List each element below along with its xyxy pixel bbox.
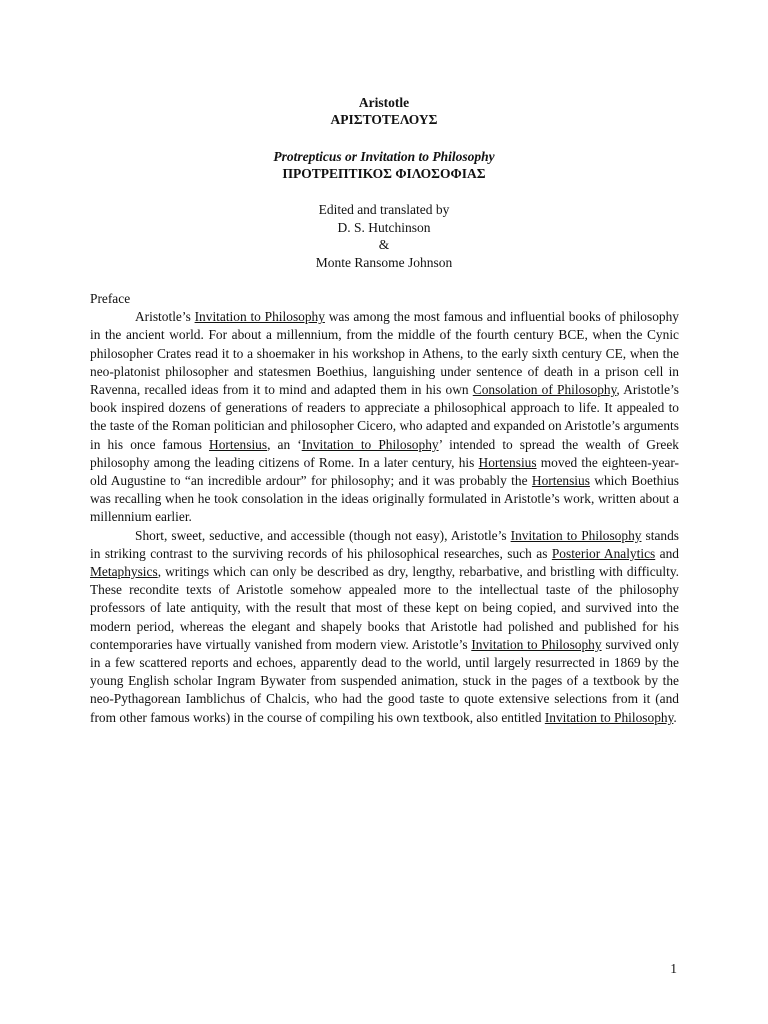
book-title: Invitation to Philosophy xyxy=(301,436,439,452)
text-run: which Boethius was recalling when he took consolation in the ideas originally formulated in Aristotle’s work, written about a millennium earlier. xyxy=(90,473,679,525)
work-title-greek: ΠΡΟΤΡΕΠΤΙΚΟΣ ΦΙΛΟΣΟΦΙΑΣ xyxy=(282,166,486,181)
editor-name: D. S. Hutchinson xyxy=(337,219,431,235)
credits-line: Edited and translated by xyxy=(318,202,450,217)
book-title: Consolation of Philosophy xyxy=(472,382,617,398)
text-run: , Aristotle’s book inspired dozens of generations of readers to appreciate a philosophical approach to life. It appealed to the taste of the Roman politician and philosopher Cicero, who adapted and expanded on Aristotle’s arguments in his once famous xyxy=(90,382,680,452)
text-run: stands in striking contrast to the surviving records of his philosophical researches, such as xyxy=(90,527,679,561)
book-title: Metaphysics xyxy=(90,564,158,580)
book-title: Hortensius xyxy=(478,454,537,470)
text-run: and xyxy=(655,545,680,561)
text-run: . xyxy=(673,709,677,725)
author-name-greek: ΑΡΙΣΤΟΤΕΛΟΥΣ xyxy=(330,112,438,127)
book-title: Hortensius xyxy=(209,436,268,452)
preface-heading: Preface xyxy=(90,291,131,306)
document-title xyxy=(0,94,768,128)
book-title: Posterior Analytics xyxy=(551,545,656,561)
text-run: Aristotle’s xyxy=(135,309,195,325)
preface-section xyxy=(90,290,679,727)
book-title: Hortensius xyxy=(531,473,590,489)
credits xyxy=(0,201,768,272)
book-title: Invitation to Philosophy xyxy=(544,709,674,725)
text-run: was among the most famous and influential books of philosophy in the ancient world. For about a millennium, from the middle of the fourth century BCE, when the Cynic philosopher Crates read it to a shoemaker in his workshop in Athens, to the early sixth century CE, when the neo-platonist philosopher and statesmen Boethius, languishing under sentence of death in a prison cell in Ravenna, recalled ideas from it to mind and adapted them in his own xyxy=(90,309,679,398)
author-name: Aristotle xyxy=(358,95,410,110)
credits-ampersand: & xyxy=(378,237,390,253)
work-title xyxy=(0,148,768,182)
editor-name: Monte Ransome Johnson xyxy=(315,255,453,271)
book-title: Invitation to Philosophy xyxy=(510,527,642,543)
paragraph xyxy=(90,527,679,727)
book-title: Invitation to Philosophy xyxy=(194,309,325,325)
book-title: Invitation to Philosophy xyxy=(471,636,602,652)
work-title-latin: Protrepticus or Invitation to Philosophy xyxy=(273,149,495,164)
text-run: survived only in a few scattered reports and echoes, apparently dead to the world, until largely resurrected in 1869 by the young English scholar Ingram Bywater from suspended animation, stuck in the pages of a textbook by the neo-Pythagorean Iamblichus of Chalcis, who had the good taste to quote extensive selections from it (and from other famous works) in the course of compiling his own textbook, also entitled xyxy=(90,636,680,725)
text-run: , an ‘ xyxy=(267,436,302,452)
text-run: moved the eighteen-year-old Augustine to “an incredible ardour” for philosophy; and it was probably the xyxy=(90,454,679,489)
text-run: , writings which can only be described as dry, lengthy, rebarbative, and bristling with difficulty. These recondite texts of Aristotle somehow appealed more to the intellectual taste of the philosophy professors of late antiquity, with the result that most of these kept on being copied, and survived into the modern period, whereas the elegant and shapely books that Aristotle had polished and published for his contemporaries have virtually vanished from modern view. Aristotle’s xyxy=(90,564,679,652)
paragraph xyxy=(90,308,679,526)
text-run: Short, sweet, seductive, and accessible (though not easy), Aristotle’s xyxy=(135,527,511,543)
page-number: 1 xyxy=(670,961,677,976)
text-run: ’ intended to spread the wealth of Greek philosophy among the leading citizens of Rome. In a later century, his xyxy=(90,436,679,470)
